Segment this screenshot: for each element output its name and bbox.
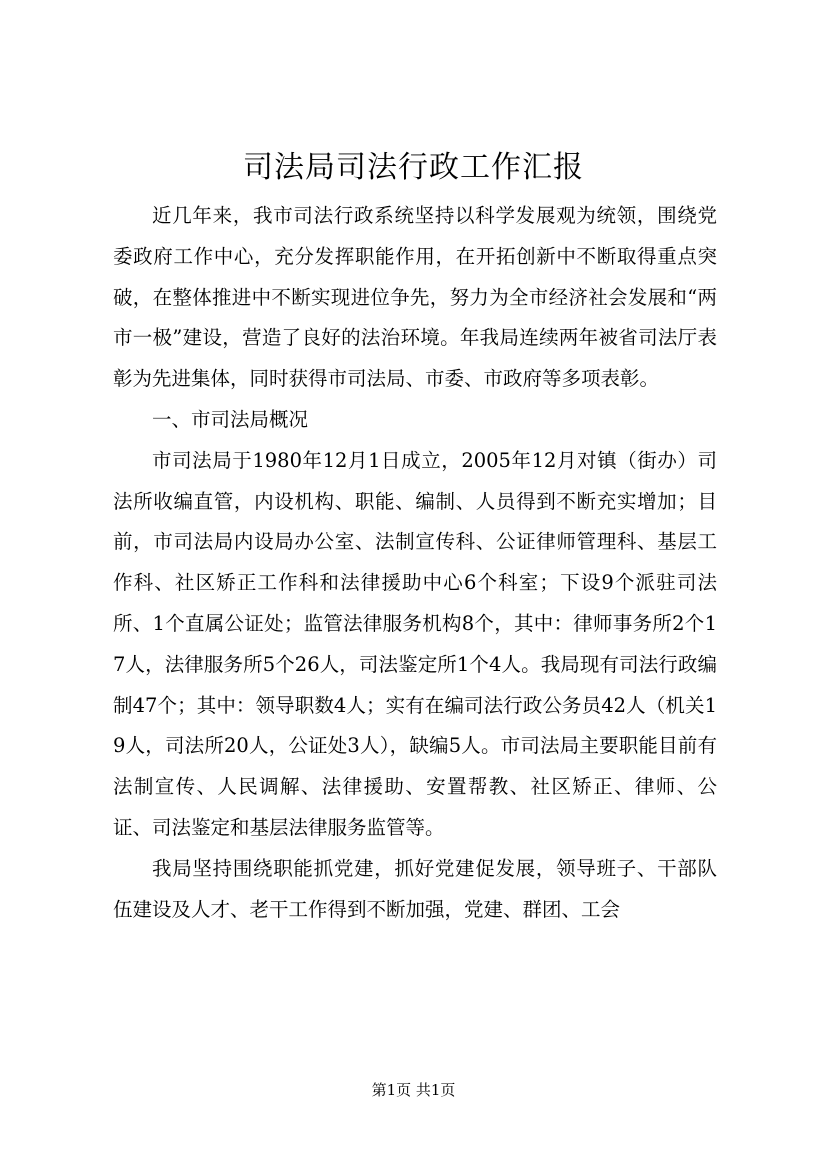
paragraph-overview: 市司法局于1980年12月1日成立，2005年12月对镇（街办）司法所收编直管，内设机构、职能、编制、人员得到不断充实增加；目前，市司法局内设局办公室、法制宣传科、公证律师管理科、基层工作科、社区矫正工作科和法律援助中心6个科室；下设9个派驻司法所、1个直属公证处；监管法律服务机构8个，其中：律师事务所2个17人，法律服务所5个26人，司法鉴定所1个4人。我局现有司法行政编制47个；其中：领导职数4人；实有在编司法行政公务员42人（机关19人，司法所20人，公证处3人），缺编5人。市司法局主要职能目前有法制宣传、人民调解、法律援助、安置帮教、社区矫正、律师、公证、司法鉴定和基层法律服务监管等。 [113,448,717,839]
document-title: 司法局司法行政工作汇报 [243,150,584,185]
section-heading-overview: 一、市司法局概况 [152,407,309,431]
paragraph-party-building: 我局坚持围绕职能抓党建，抓好党建促发展，领导班子、干部队伍建设及人才、老干工作得到不断加强，党建、群团、工会 [113,856,717,921]
paragraph-intro: 近几年来，我市司法行政系统坚持以科学发展观为统领，围绕党委政府工作中心，充分发挥职能作用，在开拓创新中不断取得重点突破，在整体推进中不断实现进位争先，努力为全市经济社会发展和“两市一极”建设，营造了良好的法治环境。年我局连续两年被省司法厅表彰为先进集体，同时获得市司法局、市委、市政府等多项表彰。 [113,204,717,391]
page-number-footer: 第1页 共1页 [371,1081,456,1099]
document-body [113,196,717,930]
